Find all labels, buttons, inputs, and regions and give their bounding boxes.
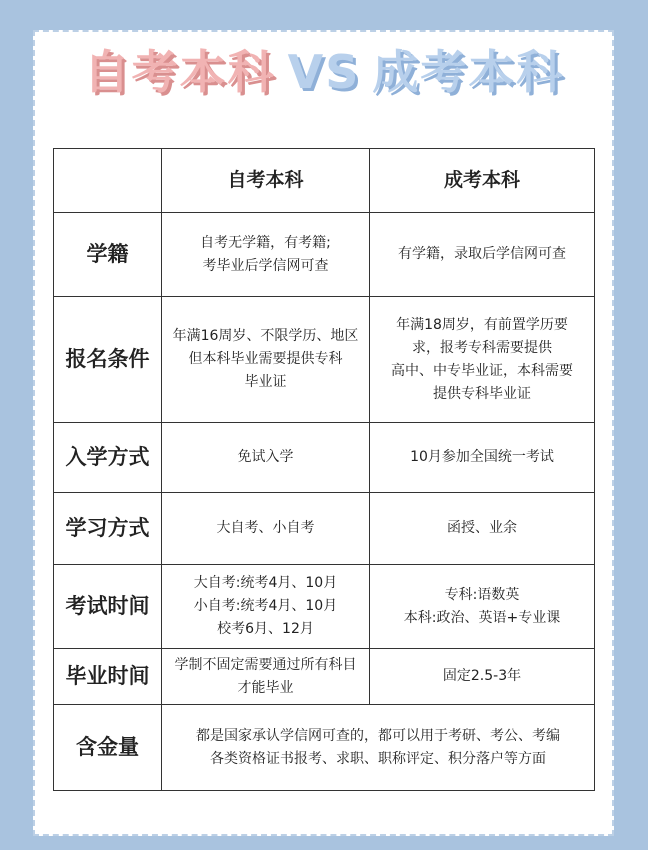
cell-line: 免试入学 <box>237 449 294 465</box>
cell-line: 固定2.5-3年 <box>442 668 522 684</box>
cell-line: 高中、中专毕业证，本科需要 <box>391 362 573 379</box>
title-right: 成考本科 <box>372 45 565 99</box>
comparison-table <box>53 148 595 791</box>
cell-line: 学制不固定需要通过所有科目 <box>174 656 357 673</box>
header-chengkao: 成考本科 <box>370 149 595 213</box>
cell-zikao <box>162 649 370 705</box>
title-vs: VS <box>287 45 361 99</box>
cell-line: 10月参加全国统一考试 <box>410 449 554 465</box>
cell-line: 都是国家承认学信网可查的，都可以用于考研、考公、考编 <box>196 727 560 744</box>
cell-line: 小自考:统考4月、10月 <box>193 598 338 614</box>
table-row <box>54 213 595 297</box>
cell-zikao <box>162 565 370 649</box>
cell-line: 才能毕业 <box>237 679 294 696</box>
cell-line: 大自考、小自考 <box>216 520 315 536</box>
cell-line: 大自考:统考4月、10月 <box>193 575 338 591</box>
row-label: 毕业时间 <box>54 649 162 705</box>
row-label: 学习方式 <box>54 493 162 565</box>
cell-chengkao <box>370 493 595 565</box>
cell-line: 考毕业后学信网可查 <box>202 257 329 274</box>
cell-line: 自考无学籍，有考籍; <box>200 234 331 251</box>
row-label: 学籍 <box>54 213 162 297</box>
row-label: 考试时间 <box>54 565 162 649</box>
table-row <box>54 423 595 493</box>
row-label: 入学方式 <box>54 423 162 493</box>
table-row <box>54 705 595 791</box>
header-blank-cell <box>54 149 162 213</box>
page-title <box>0 36 648 102</box>
cell-line: 年满16周岁、不限学历、地区 <box>172 328 359 344</box>
row-label: 含金量 <box>54 705 162 791</box>
cell-chengkao <box>370 297 595 423</box>
table-row <box>54 649 595 705</box>
cell-merged <box>162 705 595 791</box>
cell-chengkao <box>370 213 595 297</box>
cell-line: 校考6月、12月 <box>217 621 314 637</box>
cell-line: 本科:政治、英语+专业课 <box>403 609 561 626</box>
cell-chengkao <box>370 565 595 649</box>
cell-line: 年满18周岁，有前置学历要 <box>396 316 568 333</box>
table-header-row <box>54 149 595 213</box>
cell-line: 函授、业余 <box>447 520 517 536</box>
table-row <box>54 297 595 423</box>
cell-zikao <box>162 493 370 565</box>
cell-chengkao <box>370 423 595 493</box>
cell-line: 专科:语数英 <box>444 586 520 603</box>
cell-line: 各类资格证书报考、求职、职称评定、积分落户等方面 <box>210 750 546 767</box>
cell-zikao <box>162 213 370 297</box>
table-row <box>54 493 595 565</box>
cell-chengkao <box>370 649 595 705</box>
cell-line: 但本科毕业需要提供专科 <box>188 351 343 367</box>
cell-zikao <box>162 297 370 423</box>
table-row <box>54 565 595 649</box>
title-left: 自考本科 <box>83 45 276 99</box>
header-zikao: 自考本科 <box>162 149 370 213</box>
cell-line: 求，报考专科需要提供 <box>412 339 552 356</box>
cell-line: 有学籍，录取后学信网可查 <box>398 246 566 262</box>
cell-zikao <box>162 423 370 493</box>
row-label: 报名条件 <box>54 297 162 423</box>
cell-line: 毕业证 <box>244 374 287 390</box>
cell-line: 提供专科毕业证 <box>433 385 531 402</box>
